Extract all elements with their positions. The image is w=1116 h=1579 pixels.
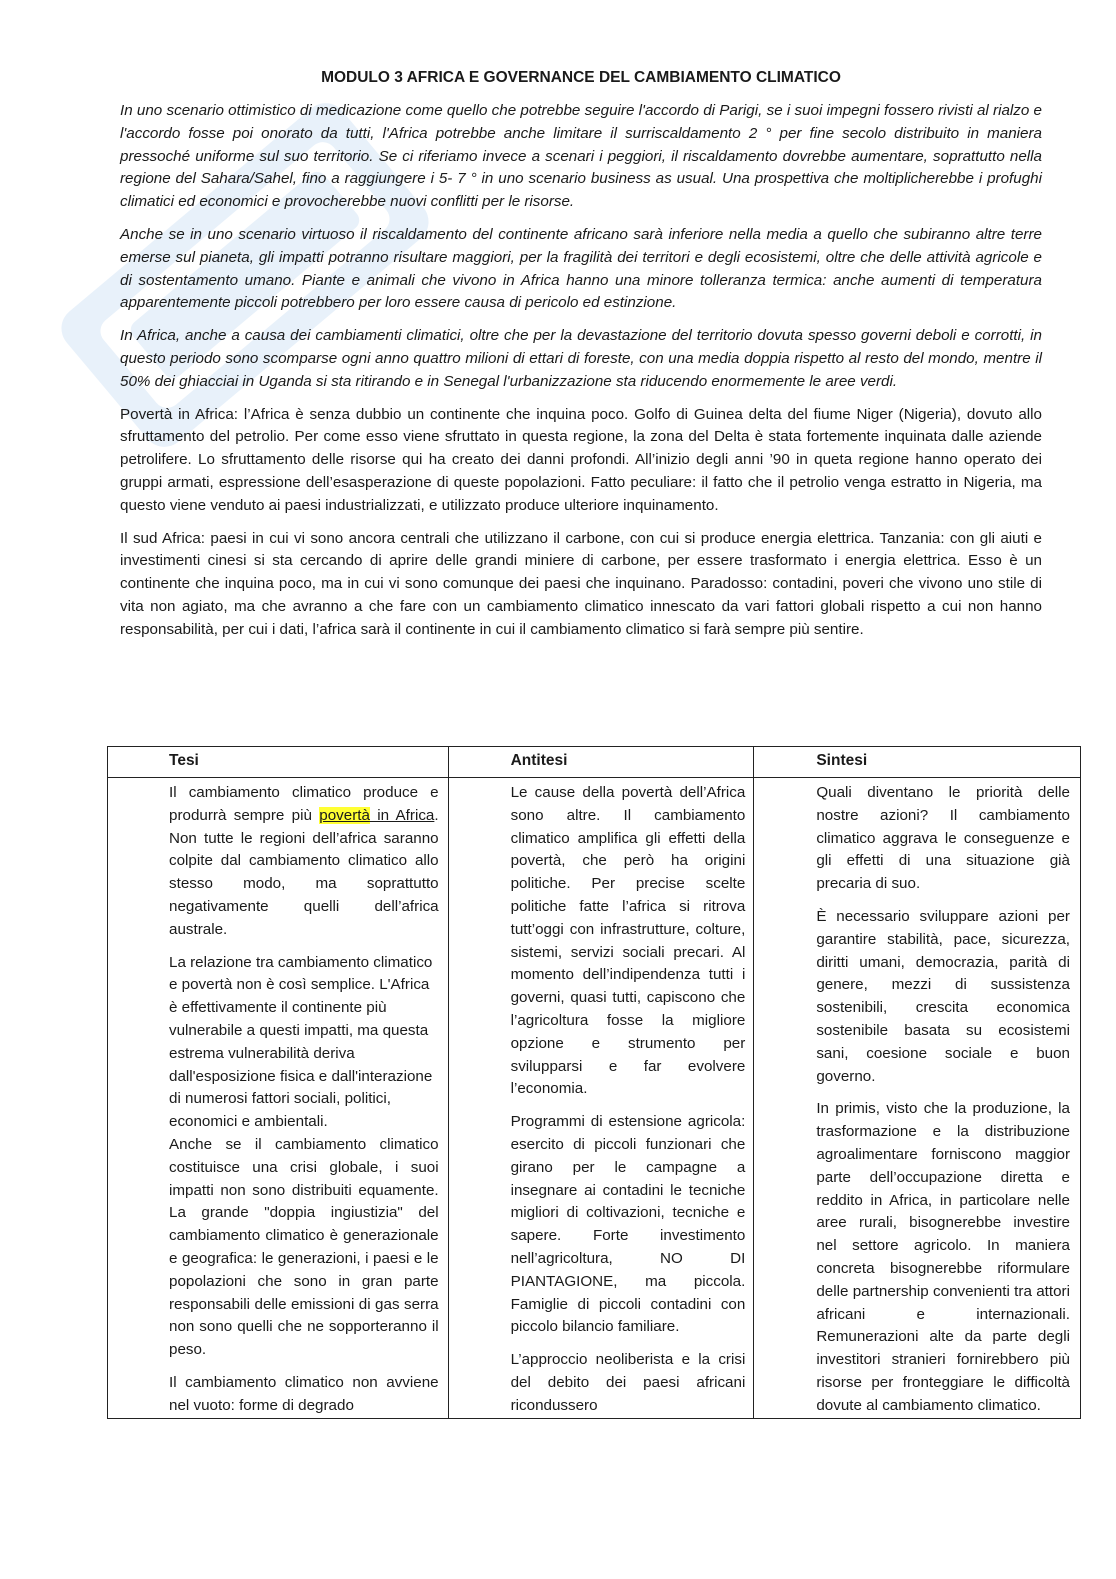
paragraph-south-africa: Il sud Africa: paesi in cui vi sono ancora centrali che utilizzano il carbone, con cui si produce energia elettrica. Tanzania: con gli aiuti e investimenti cinesi si sta cercando di aprire delle grandi miniere di carbone, per essere trasformato i energia elettrica. Esso è un continente che inquina poco, ma in cui vi sono comunque dei paesi che inquinano. Paradosso: contadini, poveri che vivono uno stile di vita non agiato, ma che avranno a che fare con un cambiamento climatico innescato da vari fattori globali rispetto a cui non hanno responsabilità, per cui i dati, l’africa sarà il continente in cui il cambiamento climatico si farà sempre più sentire. — [120, 529, 1042, 638]
header-antitesi: Antitesi — [448, 747, 754, 778]
tesi-paragraph-4: Il cambiamento climatico non avviene nel vuoto: forme di degrado — [169, 1373, 439, 1414]
tesi-paragraph-2: La relazione tra cambiamento climatico e povertà non è così semplice. L'Africa è effettivamente il continente più vulnerabile a questi impatti, ma questa estrema vulnerabilità deriva dall'esposizione fisica e dall'interazione di numerosi fattori sociali, politici, economici e ambientali. — [169, 953, 433, 1131]
tesi-paragraph-1: Il cambiamento climatico produce e produrrà sempre più povertà in Africa. Non tutte le regioni dell’africa saranno colpite dal cambiamento climatico allo stesso modo, ma soprattutto negativamente quelli dell’africa australe. — [169, 784, 439, 938]
cell-sintesi — [754, 778, 1081, 1419]
tesi-paragraph-3: Anche se il cambiamento climatico costituisce una crisi globale, i suoi impatti non sono distribuiti equamente. La grande "doppia ingiustizia" del cambiamento climatico è generazionale e geografica: le generazioni, i paesi e le popolazioni che sono in gran parte responsabili delle emissioni di gas serra non sono quelli che ne sopporteranno il peso. — [169, 1135, 439, 1359]
document-body — [120, 100, 1042, 652]
paragraph-scenario: In uno scenario ottimistico di medicazione come quello che potrebbe seguire l'accordo di Parigi, se i suoi impegni fossero rivisti al rialzo e l'accordo fosse poi onorato da tutti, l'Africa potrebbe anche limitare il surriscaldamento 2 ° per fine secolo distribuito in maniera pressoché uniforme sul suo territorio. Se ci riferiamo invece a scenari i peggiori, il riscaldamento dovrebbe aumentare, soprattutto nella regione del Sahara/Sahel, fino a raggiungere i 5- 7 ° in uno scenario business as usual. Una prospettiva che moltiplicherebbe i profughi climatici ed economici e provocherebbe nuovi conflitti per le risorse. — [120, 102, 1042, 211]
antitesi-paragraph-3: L’approccio neoliberista e la crisi del debito dei paesi africani ricondussero — [510, 1351, 746, 1414]
paragraph-forests: In Africa, anche a causa dei cambiamenti climatici, oltre che per la devastazione del territorio dovuta spesso governi deboli e corrotti, in questo periodo sono scomparse ogni anno quattro milioni di ettari di foreste, con una media doppia rispetto al resto del mondo, mentre il 50% dei ghiacciai in Uganda si sta ritirando e in Senegal l'urbanizzazione sta riducendo enormemente le aree verdi. — [120, 327, 1042, 390]
document-title: MODULO 3 AFRICA E GOVERNANCE DEL CAMBIAMENTO CLIMATICO — [321, 69, 841, 86]
cell-antitesi — [448, 778, 754, 1419]
sintesi-paragraph-1: Quali diventano le priorità delle nostre azioni? Il cambiamento climatico aggrava le conseguenze e gli effetti di una situazione già precaria di suo. — [816, 784, 1070, 893]
table-content-row — [108, 778, 1081, 1419]
paragraph-impacts: Anche se in uno scenario virtuoso il riscaldamento del continente africano sarà inferiore nella media a quello che subiranno altre terre emerse sul pianeta, gli impatti potranno risultare maggiori, per la fragilità dei territori e degli ecosistemi, oltre che delle attività agricole e di sostentamento umano. Piante e animali che vivono in Africa hanno una minore tolleranza termica: anche aumenti di temperatura apparentemente piccoli potrebbero per loro essere causa di pericolo ed estinzione. — [120, 225, 1042, 312]
sintesi-paragraph-3: In primis, visto che la produzione, la trasformazione e la distribuzione agroalimentare forniscono maggior parte dell’occupazione diretta e reddito in Africa, in particolare nelle aree rurali, bisognerebbe investire nel settore agricolo. In maniera concreta bisognerebbe riformulare delle partnership convenienti tra attori africani e internazionali. Remunerazioni alte da parte degli investitori stranieri fornirebbero più risorse per fronteggiare le difficoltà dovute al cambiamento climatico. — [816, 1100, 1070, 1414]
header-sintesi: Sintesi — [754, 747, 1081, 778]
table-header-row — [108, 747, 1081, 778]
highlighted-word: povertà — [319, 806, 370, 824]
header-tesi: Tesi — [108, 747, 449, 778]
cell-tesi — [108, 778, 449, 1419]
sintesi-paragraph-2: È necessario sviluppare azioni per garantire stabilità, pace, sicurezza, diritti umani, democrazia, parità di genere, mezzi di sussistenza sostenibili, crescita economica sostenibile basata su ecosistemi sani, coesione sociale e buon governo. — [816, 907, 1070, 1085]
paragraph-poverty: Povertà in Africa: l’Africa è senza dubbio un continente che inquina poco. Golfo di Guinea delta del fiume Niger (Nigeria), dovuto allo sfruttamento del petrolio. Per come esso viene sfruttato in questa regione, la zona del Delta è stata fortemente inquinata dalle aziende petrolifere. Lo sfruttamento delle risorse qui ha creato dei danni profondi. All’inizio degli anni ’90 in queta regione hanno operato dei gruppi armati, espressione dell’esasperazione di queste popolazioni. Fatto peculiare: il fatto che il petrolio venga estratto in Nigeria, ma questo viene venduto ai paesi industrializzati, e utilizzato produce ulteriore inquinamento. — [120, 405, 1042, 514]
thesis-table — [107, 746, 1081, 1419]
antitesi-paragraph-2: Programmi di estensione agricola: esercito di piccoli funzionari che girano per le campagne a insegnare ai contadini le tecniche migliori di coltivazioni, tecniche e sapere. Forte investimento nell’agricoltura, NO DI PIANTAGIONE, ma piccola. Famiglie di piccoli contadini con piccolo bilancio familiare. — [510, 1113, 746, 1336]
antitesi-paragraph-1: Le cause della povertà dell’Africa sono altre. Il cambiamento climatico amplifica gli effetti della povertà, che però ha origini politiche. Per precise scelte politiche fatte l’africa si ritrova tutt’oggi con infrastrutture, colture, sistemi, servizi sociali precari. Al momento dell’indipendenza tutti i governi, quasi tutti, capiscono che l’agricoltura fosse la migliore opzione e strumento per svilupparsi e far evolvere l’economia. — [510, 784, 746, 1098]
